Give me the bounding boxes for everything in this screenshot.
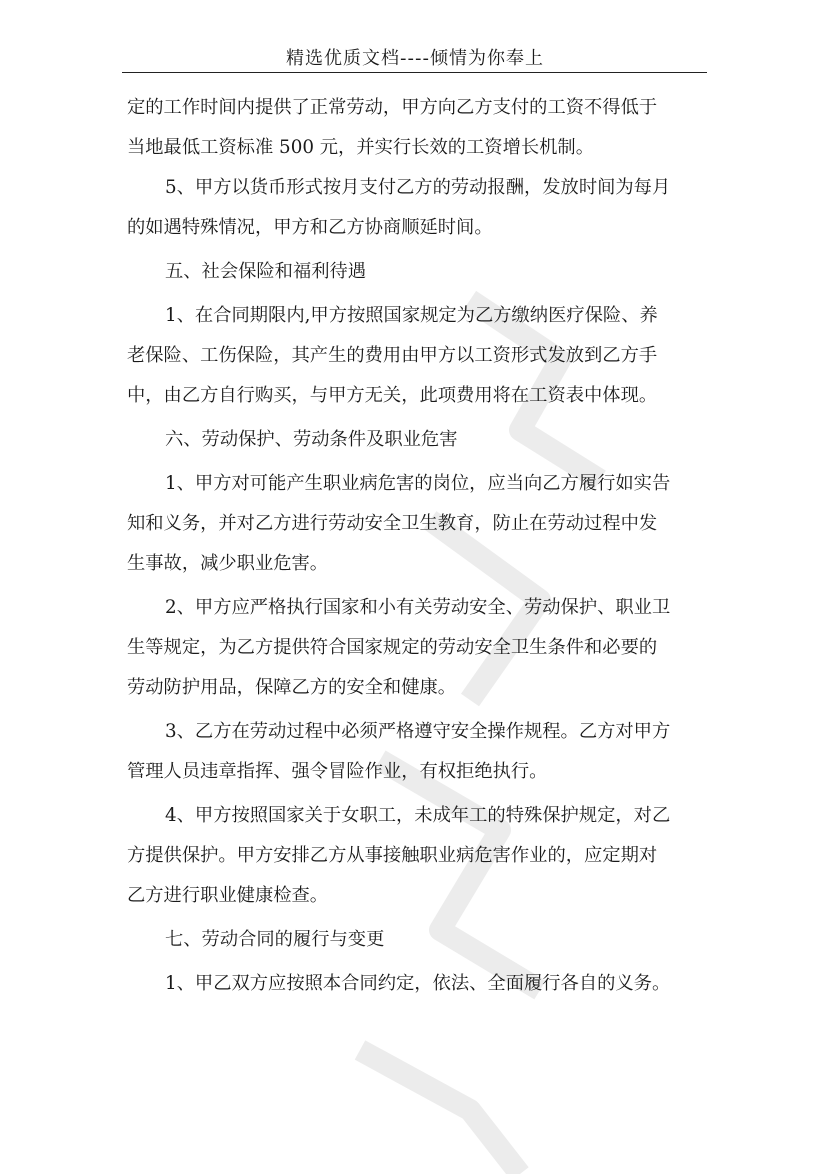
body-line: 老保险、工伤保险，其产生的费用由甲方以工资形式发放到乙方手: [127, 345, 658, 366]
body-line: 管理人员违章指挥、强令冒险作业，有权拒绝执行。: [127, 761, 548, 782]
paragraph-start-line: 2、甲方应严格执行国家和小有关劳动安全、劳动保护、职业卫: [165, 597, 671, 618]
body-line: 当地最低工资标准 500 元，并实行长效的工资增长机制。: [127, 137, 594, 158]
section-heading: 六、劳动保护、劳动条件及职业危害: [165, 429, 458, 450]
paragraph-start-line: 3、乙方在劳动过程中必须严格遵守安全操作规程。乙方对甲方: [165, 721, 671, 742]
body-line: 的如遇特殊情况，甲方和乙方协商顺延时间。: [127, 217, 493, 238]
document-body: [127, 94, 707, 998]
body-line: 生事故，减少职业危害。: [127, 553, 329, 574]
body-line: 乙方进行职业健康检查。: [127, 885, 329, 906]
body-line: 中，由乙方自行购买，与甲方无关，此项费用将在工资表中体现。: [127, 385, 658, 406]
section-heading: 七、劳动合同的履行与变更: [165, 929, 385, 950]
paragraph-start-line: 1、甲方对可能产生职业病危害的岗位，应当向乙方履行如实告: [165, 473, 671, 494]
paragraph-start-line: 4、甲方按照国家关于女职工，未成年工的特殊保护规定，对乙: [165, 805, 671, 826]
page-header: 精选优质文档----倾情为你奉上: [286, 48, 544, 69]
body-line: 生等规定，为乙方提供符合国家规定的劳动安全卫生条件和必要的: [127, 637, 658, 658]
body-line: 方提供保护。甲方安排乙方从事接触职业病危害作业的，应定期对: [127, 845, 658, 866]
body-line: 劳动防护用品，保障乙方的安全和健康。: [127, 677, 457, 698]
paragraph-start-line: 5、甲方以货币形式按月支付乙方的劳动报酬，发放时间为每月: [165, 177, 671, 198]
body-line: 知和义务，并对乙方进行劳动安全卫生教育，防止在劳动过程中发: [127, 513, 658, 534]
header-divider: [122, 72, 707, 73]
body-line: 定的工作时间内提供了正常劳动，甲方向乙方支付的工资不得低于: [127, 97, 658, 118]
paragraph-start-line: 1、在合同期限内,甲方按照国家规定为乙方缴纳医疗保险、养: [165, 305, 658, 326]
section-heading: 五、社会保险和福利待遇: [165, 261, 367, 282]
paragraph-start-line: 1、甲乙双方应按照本合同约定，依法、全面履行各自的义务。: [165, 973, 671, 994]
